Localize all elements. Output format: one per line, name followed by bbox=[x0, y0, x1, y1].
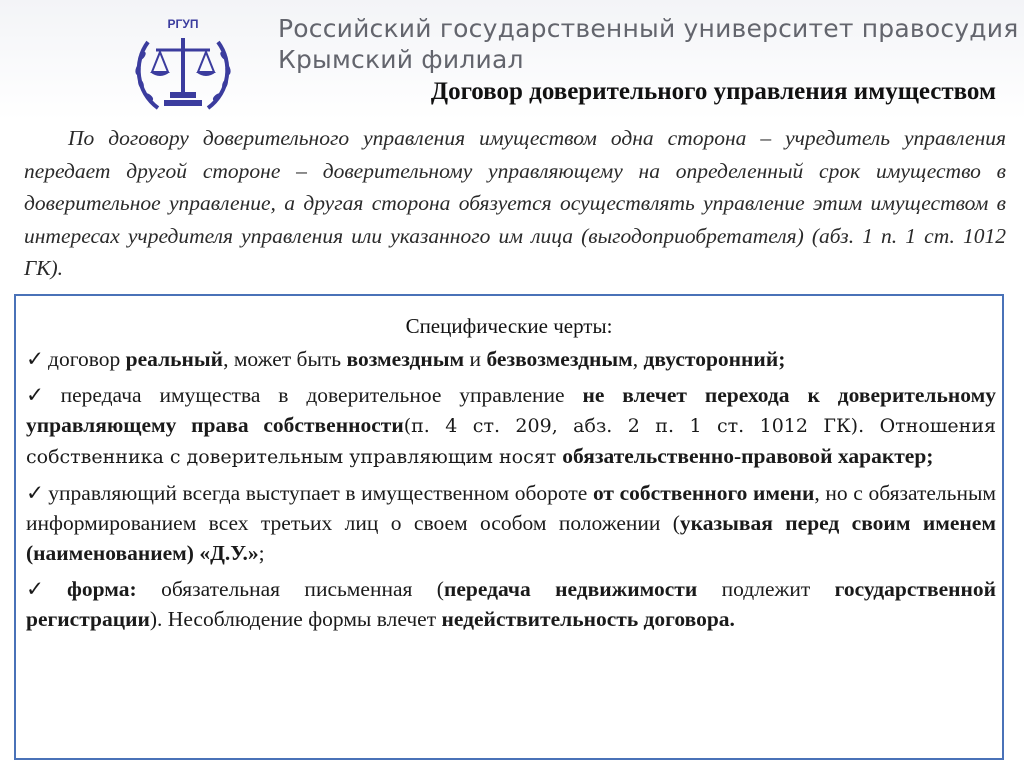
check-icon: ✓ bbox=[26, 347, 45, 371]
feature-item-property-transfer: ✓ передача имущества в доверительное управление не влечет перехода к доверительному управляющему права собственности(п. 4 ст. 209, абз. 2 п. 1 ст. 1012 ГК). Отношения собственника с доверительным управляющим носят обязательственно-правовой характер; bbox=[26, 383, 996, 468]
features-heading: Специфические черты: bbox=[405, 314, 613, 338]
logo-text: РГУП bbox=[167, 17, 199, 31]
features-list bbox=[26, 344, 996, 640]
features-box bbox=[14, 294, 1004, 760]
feature-item-form: ✓ форма: обязательная письменная (передача недвижимости подлежит государственной регистрации). Несоблюдение формы влечет недействительность договора. bbox=[26, 577, 997, 631]
check-icon: ✓ bbox=[26, 481, 45, 505]
branch-name: Крымский филиал bbox=[278, 45, 524, 74]
intro-paragraph: По договору доверительного управления имуществом одна сторона – учредитель управления передает другой стороне – доверительному управляющему на определенный срок имущество в доверительное управление, а другая сторона обязуется осуществлять управление этим имуществом в интересах учредителя управления или указанного им лица (выгодоприобретателя) (абз. 1 п. 1 ст. 1012 ГК). bbox=[24, 126, 1006, 280]
check-icon: ✓ bbox=[26, 383, 57, 407]
page-title: Договор доверительного управления имуществом bbox=[430, 78, 996, 105]
feature-item-contract-type: ✓ договор реальный, может быть возмездным и безвозмездным, двусторонний; bbox=[26, 347, 786, 371]
university-logo bbox=[128, 12, 238, 116]
check-icon: ✓ bbox=[26, 577, 64, 601]
university-name: Российский государственный университет правосудия bbox=[278, 14, 1019, 43]
feature-item-own-name: ✓ управляющий всегда выступает в имущественном обороте от собственного имени, но с обязательным информированием всех третьих лиц о своем особом положении (указывая перед своим именем (наименованием) «Д.У.»; bbox=[26, 481, 996, 565]
